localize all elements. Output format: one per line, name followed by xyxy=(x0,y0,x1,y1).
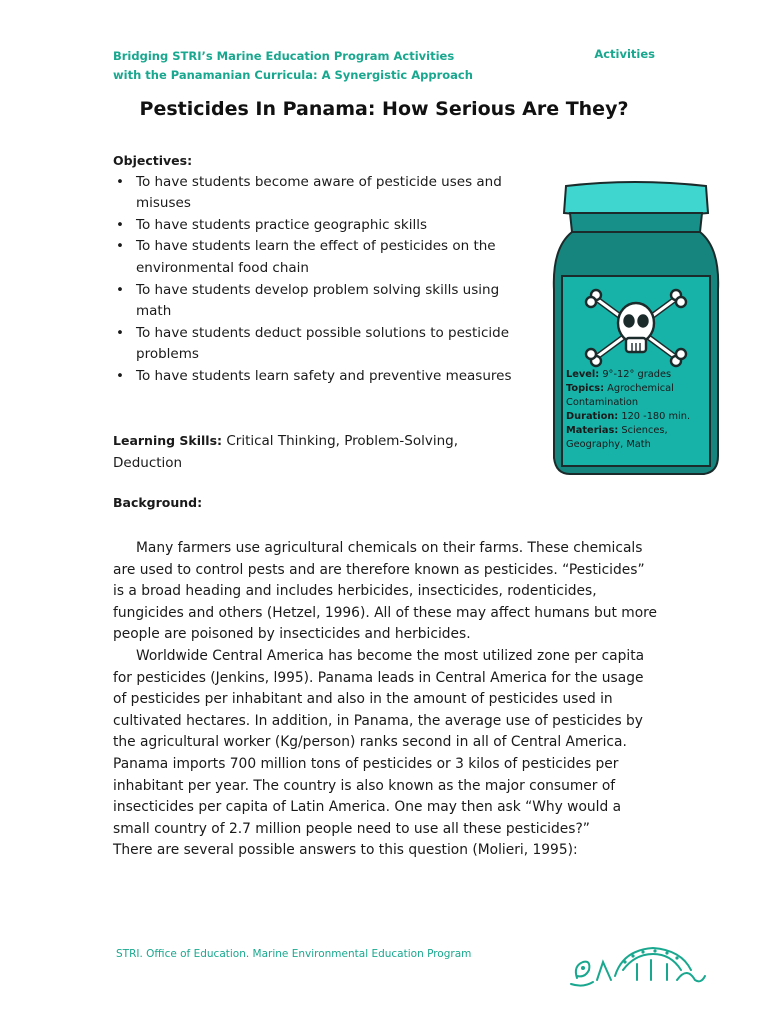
topics-line: Topics: Agrochemical Contamination xyxy=(566,383,674,408)
objective-item: • To have students develop problem solving skills using math xyxy=(113,280,513,323)
objectives-label: Objectives: xyxy=(113,153,193,168)
learning-skills xyxy=(113,430,513,474)
background-paragraph-3: There are several possible answers to this question (Molieri, 1995): xyxy=(113,842,578,859)
learning-skills-value: Critical Thinking, Problem-Solving, Deduction xyxy=(113,433,459,471)
objectives-section xyxy=(113,150,513,388)
footer-text: STRI. Office of Education. Marine Environmental Education Program xyxy=(116,948,472,960)
objective-item: • To have students practice geographic skills xyxy=(113,215,513,237)
stri-logo xyxy=(563,940,711,990)
materias-line: Materias: Sciences, Geography, Math xyxy=(566,425,668,450)
jar-neck xyxy=(570,213,702,232)
header-right: Activities xyxy=(594,47,655,61)
duration-line: Duration: 120 -180 min. xyxy=(566,411,691,422)
objective-item: • To have students deduct possible solutions to pesticide problems xyxy=(113,323,513,366)
level-line: Level: 9°-12° grades xyxy=(566,369,672,380)
header-left xyxy=(113,47,473,85)
objective-item: • To have students become aware of pesticide uses and misuses xyxy=(113,172,513,215)
objective-item: • To have students learn the effect of pesticides on the environmental food chain xyxy=(113,236,513,279)
objectives-list xyxy=(113,172,513,388)
page-title: Pesticides In Panama: How Serious Are They? xyxy=(139,98,629,120)
activity-info-box xyxy=(566,368,706,452)
background-paragraph-1: Many farmers use agricultural chemicals on their farms. These chemicals are used to control pests and are therefore known as pesticides. “Pesticides” is a broad heading and includes herbicides, insecticides, rodenticides, fungicides and others (Hetzel, 1996). All of these may affect humans but more people are poisoned by insecticides and herbicides. xyxy=(113,540,657,643)
jar-lid xyxy=(564,182,708,217)
background-heading: Background: xyxy=(113,495,203,510)
header-line-1: Bridging STRI’s Marine Education Program Activities xyxy=(113,49,455,63)
background-paragraph-2: Worldwide Central America has become the most utilized zone per capita for pesticides (Jenkins, l995). Panama leads in Central America for the usage of pesticides per inhabitant and also in the amount of pesticides used in cultivated hectares. In addition, in Panama, the average use of pesticides by the agricultural worker (Kg/person) ranks second in all of Central America. Panama imports 700 million tons of pesticides or 3 kilos of pesticides per inhabitant per year. The country is also known as the major consumer of insecticides per capita of Latin America. One may then ask “Why would a small country of 2.7 million people need to use all these pesticides?” xyxy=(113,647,645,837)
learning-skills-label: Learning Skills: xyxy=(113,433,223,448)
header-line-2: with the Panamanian Curricula: A Synergistic Approach xyxy=(113,68,473,82)
background-text xyxy=(113,538,658,862)
objective-item: • To have students learn safety and preventive measures xyxy=(113,366,513,388)
